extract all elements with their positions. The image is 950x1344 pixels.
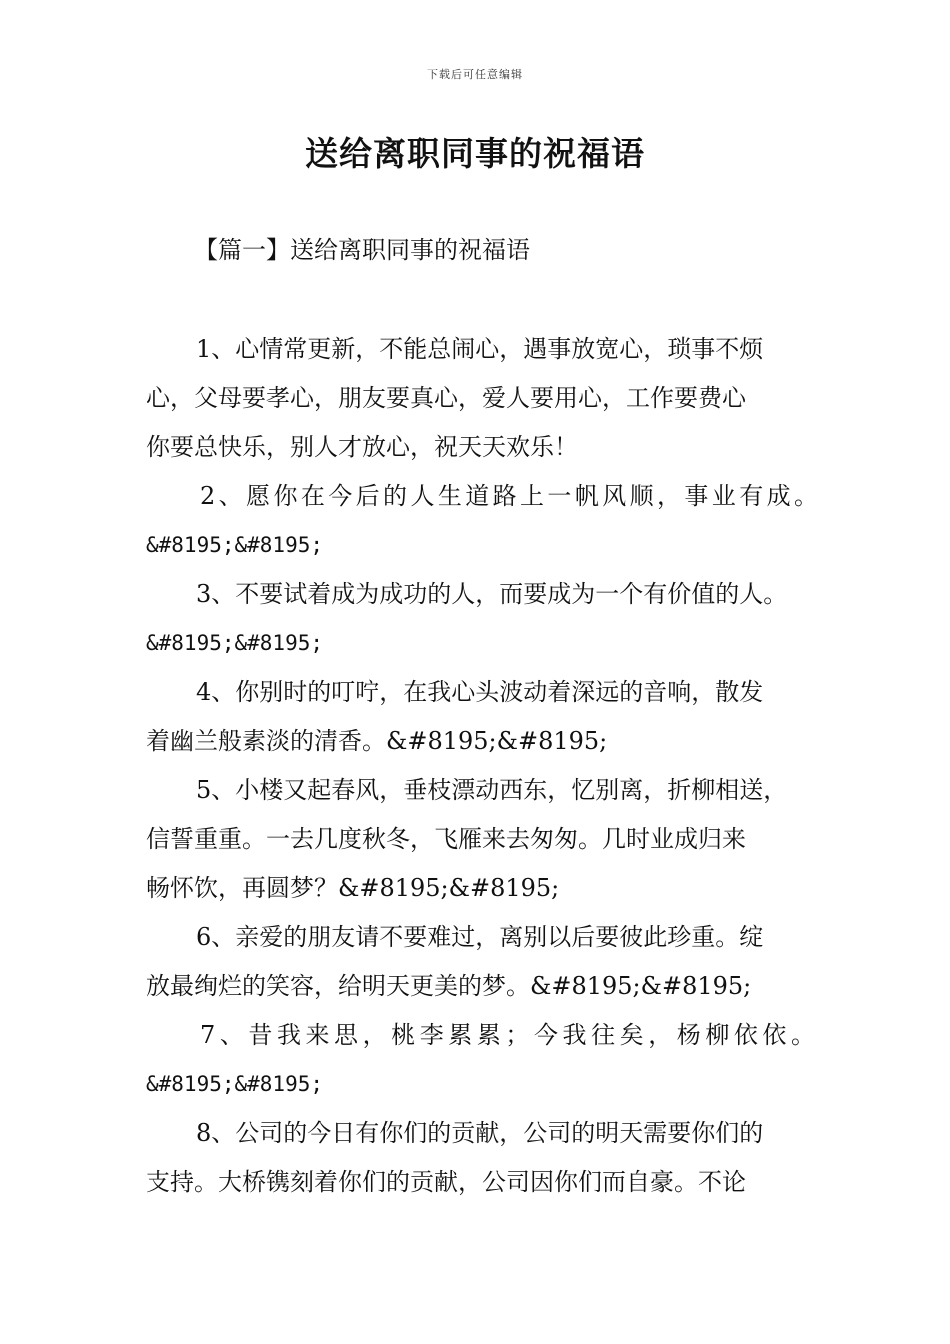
body-line: 7、昔我来思，桃李累累；今我往矣，杨柳依依。 <box>200 1021 818 1049</box>
body-line: 放最绚烂的笑容，给明天更美的梦。&#8195;&#8195; <box>146 972 752 1000</box>
body-line: 8、公司的今日有你们的贡献，公司的明天需要你们的 <box>196 1119 764 1147</box>
body-line: 4、你别时的叮咛，在我心头波动着深远的音响，散发 <box>196 678 764 706</box>
body-line: &#8195;&#8195; <box>146 1072 324 1096</box>
body-line: 你要总快乐，别人才放心，祝天天欢乐！ <box>146 433 578 461</box>
body-line: &#8195;&#8195; <box>146 631 324 655</box>
body-line: 信誓重重。一去几度秋冬，飞雁来去匆匆。几时业成归来 <box>146 825 746 853</box>
body-line: 心，父母要孝心，朋友要真心，爱人要用心，工作要费心 <box>146 384 746 412</box>
body-line: 着幽兰般素淡的清香。&#8195;&#8195; <box>146 727 608 755</box>
body-line: &#8195;&#8195; <box>146 533 324 557</box>
section-heading: 【篇一】送给离职同事的祝福语 <box>194 236 530 264</box>
body-line: 2、愿你在今后的人生道路上一帆风顺，事业有成。 <box>200 482 818 510</box>
body-line: 1、心情常更新，不能总闹心，遇事放宽心，琐事不烦 <box>196 335 764 363</box>
document-title: 送给离职同事的祝福语 <box>305 134 645 173</box>
body-line: 6、亲爱的朋友请不要难过，离别以后要彼此珍重。绽 <box>196 923 764 951</box>
body-line: 5、小楼又起春风，垂枝漂动西东，忆别离，折柳相送， <box>196 776 788 804</box>
body-line: 支持。大桥镌刻着你们的贡献，公司因你们而自豪。不论 <box>146 1168 746 1196</box>
body-line: 3、不要试着成为成功的人，而要成为一个有价值的人。 <box>196 580 788 608</box>
body-line: 畅怀饮，再圆梦？&#8195;&#8195; <box>146 874 560 902</box>
header-note: 下载后可任意编辑 <box>427 68 523 81</box>
document-body <box>146 325 818 1207</box>
